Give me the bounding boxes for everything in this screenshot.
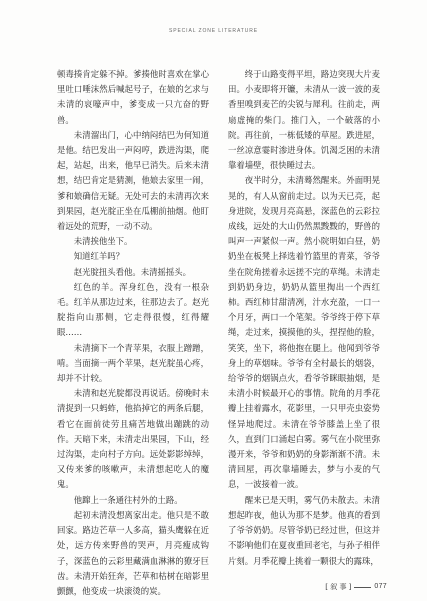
folio — [325, 582, 387, 592]
paragraph: 起初未清没想离家出走。他只是不敢回家。路边芒草一人多高，猫头鹰躲在近处，远方传来野兽的哭声，月亮瘦成钩子，深蓝色的云彩里藏满血淋淋的獠牙巨齿。未清开始狂奔，芒草和枯树在暗影里颤颤，他变成一块滚烫的炭。 — [57, 509, 209, 596]
paragraph: 赵光腚扭头看他。未清摇摇头。 — [73, 266, 192, 277]
paragraph: 顿毒揍肯定躲不掉。爹揍他时喜欢在掌心里吐口唾沫然后喊起号子，在娘的乞求与未清的哀嚎声中，爹变成一只亢奋的野兽。 — [57, 69, 209, 125]
running-head: SPECIAL ZONE LITERATURE — [168, 28, 259, 34]
paragraph: 夜半时分，未清蓦然醒来。外面明晃晃的，有人从窗前走过。以为天已亮，起身进院，发现月亮高悬，深蓝色的云彩拉成线，远处的大山仍然黑黢黢的，野兽的叫声一声紧似一声。然小院明如白昼，奶奶坐在板凳上择选着竹篮里的青菜，爷爷坐在院角搓着永远搓不完的草绳。未清走到奶奶身边，奶奶从篮里掏出一个西红柿。西红柿甘甜清冽，汁水充盈，一口一个月牙，两口一个笔架。爷爷终于停下草绳，走过来，摸摸他的头，捏捏他的脸，笑笑，坐下，将他抱在腿上。他闻到爷爷身上的草烟味。爷爷有全村最长的烟袋，给爷爷的烟锅点火，看爷爷眯眼抽烟，是未清小时候最开心的事情。院角的月季花瓣上挂着露水，花影里，一只甲壳虫姿势怪异地爬过。未清在爷爷膝盖上坐了很久，直到门口涌起白雾。雾气在小院里弥漫开来，爷爷和奶奶的身影渐渐不清。未清回屋，再次靠墙睡去，梦与小麦的气息，一波接着一波。 — [228, 175, 380, 490]
right-column — [228, 67, 380, 566]
page-number: 077 — [374, 583, 387, 590]
paragraph: 未清和赵光腚都没再说话。傍晚时未清捉到一只蚂蚱，他掐掉它的两条后腿，看它在面前徒劳且痛苦地做出蹦跳的动作。天暗下来，未清走出果园，下山，经过沟渠，走向村子方向。远处影影绰绰，又传来爹的咳嗽声，未清想起吃人的魔鬼。 — [57, 388, 209, 490]
left-column — [57, 67, 209, 596]
folio-rule — [354, 587, 371, 588]
paragraph: 醒来已是天明，雾气仍未散去。未清想起昨夜，他认为那不是梦。他真的看到了爷爷奶奶。尽管爷奶已经过世，但这并不影响他们在夏夜重回老宅，与孙子相伴片刻。月季花瓣上挑着一颗很大的露珠， — [228, 494, 380, 566]
paragraph: 知道红羊吗？ — [73, 251, 125, 262]
paragraph: 他蹿上一条通往村外的土路。 — [73, 494, 183, 505]
paragraph: 终于山路变得平坦，路边突现大片麦田。小麦即将开镰，未清从一波一波的麦香里嗅到麦芒的尖锐与犀利。往前走，两扇虚掩的柴门。推门入，一个破落的小院。再往前，一栋低矮的草屋。跌进屋，一丝凉意霎时渗进身体。饥渴乏困的未清靠着墙壁，很快睡过去。 — [228, 69, 380, 171]
section-label: [ 叙 事 ] — [325, 583, 352, 591]
paragraph: 红色的羊。浑身红色，没有一根杂毛。红羊从那边过来，往那边去了。赵光腚指向山那侧，它走得很慢，红得耀眼…… — [57, 281, 209, 338]
paragraph: 未清摘下一个青苹果，衣服上蹭蹭，啃。当面摘一两个苹果，赵光腚虽心疼，却并不计较。 — [57, 342, 209, 384]
paragraph: 未清挨他坐下。 — [73, 236, 133, 247]
paragraph: 未清溜出门，心中纳闷结巴为何知道是他。结巴发出一声闷哼，跌进沟渠，爬起，站起，出来，他早已消失。后来未清想，结巴肯定是猜测，他娘去家里一闹，爹和娘确信无疑。无处可去的未清再次来到果园，赵光腚正坐在瓜棚前抽烟。他盯着远处的荒野，一动不动。 — [57, 129, 209, 232]
